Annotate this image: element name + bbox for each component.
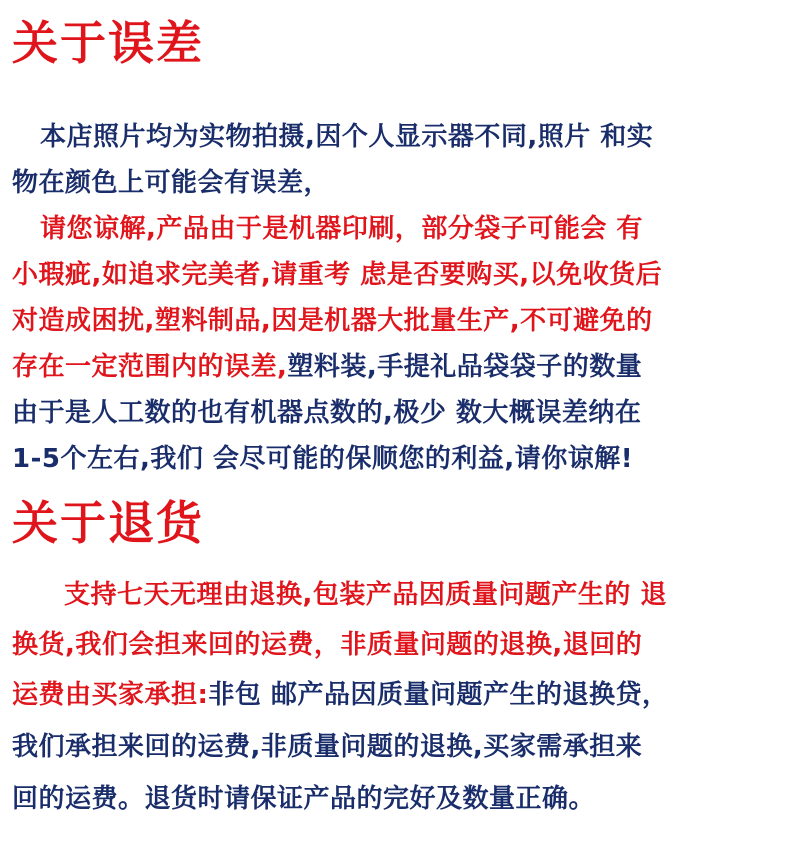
returns-line: 回的运费。退货时请保证产品的完好及数量正确。 (12, 784, 596, 814)
errors-line: 1-5个左右,我们 会尽可能的保顺您的利益,请你谅解! (12, 444, 634, 474)
returns-line: 我们承担来回的运费,非质量问题的退换,买家需承担来 (12, 732, 643, 762)
returns-line: 换货,我们会担来回的运费， (12, 630, 341, 660)
errors-heading: 关于误差 (12, 16, 204, 70)
errors-line: 小瑕疵,如追求完美者,请重考 虑是否要购买,以免收货后 (12, 260, 663, 290)
returns-line: 支持七天无理由退换,包装产品因质量问题产生的 退 (64, 580, 667, 610)
returns-mixed-line (12, 678, 668, 712)
returns-heading: 关于退货 (12, 496, 204, 550)
errors-line: 对造成困扰,塑料制品,因是机器大批量生产,不可避免的 (12, 306, 653, 336)
errors-line: 由于是人工数的也有机器点数的,极少 数大概误差纳在 (12, 398, 642, 428)
returns-line: 运费由买家承担: (12, 680, 209, 710)
errors-line: 请您谅解,产品由于是机器印刷，部分袋子可能会 有 (40, 214, 643, 244)
errors-line: 本店照片均为实物拍摄,因个人显示器不同,照片 和实 (40, 122, 654, 152)
errors-mixed-line (12, 350, 642, 384)
errors-line: 物在颜色上可能会有误差， (12, 168, 331, 198)
returns-line: 非质量问题的退换,退回的 (340, 630, 643, 660)
errors-line: 塑料装,手提礼品袋袋子的数量 (287, 352, 643, 382)
returns-mixed-line (12, 628, 642, 662)
returns-line: 非包 邮产品因质量问题产生的退换贷， (208, 680, 669, 710)
errors-line: 存在一定范围内的误差, (12, 352, 288, 382)
